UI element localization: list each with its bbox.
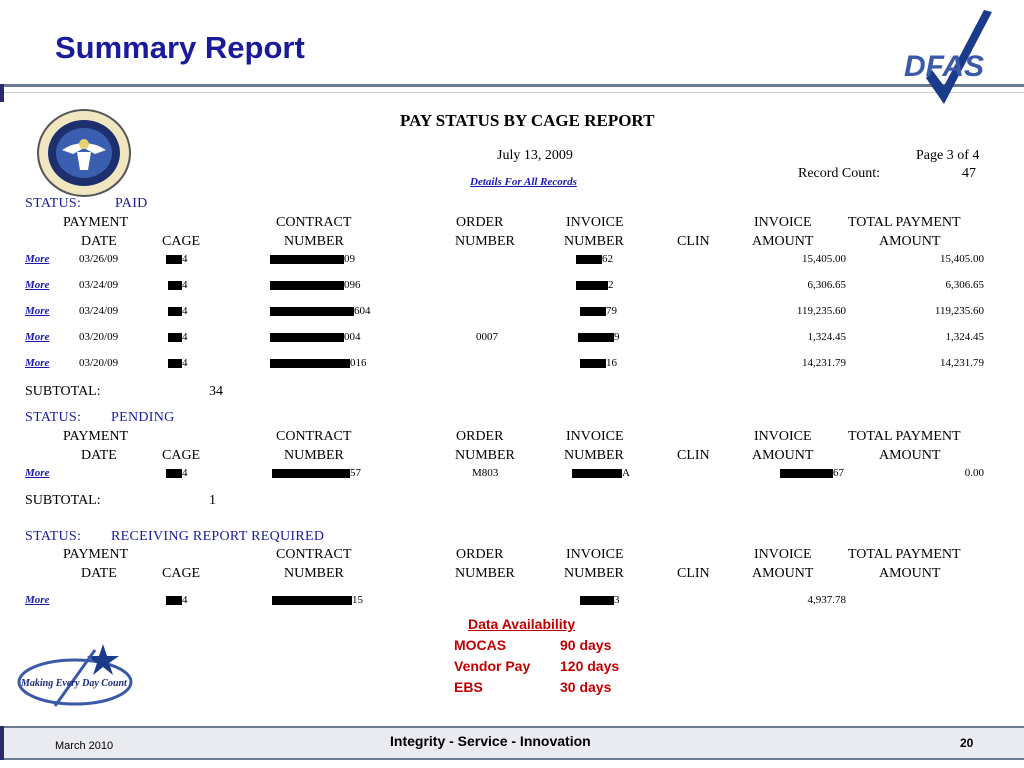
row-order: M803: [472, 467, 499, 479]
row-invoice-amount: 15,405.00: [802, 253, 846, 265]
redaction-bar: [272, 469, 350, 478]
more-link[interactable]: More: [25, 594, 50, 606]
col-invoice-number: NUMBER: [564, 234, 624, 249]
status-value: PENDING: [111, 410, 175, 425]
row-cage: 4: [182, 253, 188, 265]
subtotal-value: 34: [209, 384, 223, 399]
redaction-bar: [168, 281, 182, 290]
page-number: 20: [960, 736, 974, 750]
row-invoice: 79: [606, 305, 617, 317]
footer-date: March 2010: [55, 740, 114, 752]
col-contract-number: NUMBER: [284, 234, 344, 249]
row-contract: 15: [352, 594, 363, 606]
availability-days: 90 days: [560, 637, 612, 653]
col-total-payment: TOTAL PAYMENT: [848, 429, 961, 444]
status-label: STATUS:: [25, 196, 82, 211]
row-date: 03/20/09: [79, 357, 119, 369]
col-invoice-number: NUMBER: [564, 566, 624, 581]
col-total-payment: TOTAL PAYMENT: [848, 215, 961, 230]
status-value: RECEIVING REPORT REQUIRED: [111, 529, 325, 544]
row-total: 14,231.79: [940, 357, 984, 369]
redaction-bar: [572, 469, 622, 478]
availability-days: 120 days: [560, 658, 620, 674]
col-invoice: INVOICE: [566, 547, 624, 562]
footer-accent: [0, 726, 4, 760]
header-rule-thin: [0, 92, 1024, 93]
redaction-bar: [576, 255, 602, 264]
redaction-bar: [576, 281, 608, 290]
row-contract: 096: [344, 279, 361, 291]
col-invoice: INVOICE: [566, 215, 624, 230]
col-invoice2: INVOICE: [754, 547, 812, 562]
row-cage: 4: [182, 594, 188, 606]
col-cage: CAGE: [162, 234, 201, 249]
row-date: 03/24/09: [79, 279, 119, 291]
row-invoice: A: [622, 467, 630, 479]
availability-item: [454, 656, 620, 677]
footer-tagline: Integrity - Service - Innovation: [390, 733, 591, 749]
row-cage: 4: [182, 305, 188, 317]
col-total-payment: TOTAL PAYMENT: [848, 547, 961, 562]
row-cage: 4: [182, 331, 188, 343]
redaction-bar: [168, 333, 182, 342]
row-total: 1,324.45: [945, 331, 984, 343]
col-order-number: NUMBER: [455, 566, 515, 581]
availability-heading: Data Availability: [468, 616, 576, 632]
col-cage: CAGE: [162, 448, 201, 463]
row-contract: 604: [354, 305, 371, 317]
col-payment: PAYMENT: [63, 429, 129, 444]
col-date: DATE: [81, 566, 117, 581]
row-invoice: 16: [606, 357, 617, 369]
header-rule: [0, 84, 1024, 87]
record-count-label: Record Count:: [798, 166, 881, 181]
row-invoice-amount: 67: [833, 467, 844, 479]
redaction-bar: [580, 359, 606, 368]
col-payment: PAYMENT: [63, 215, 129, 230]
row-total: 15,405.00: [940, 253, 984, 265]
row-contract: 004: [344, 331, 361, 343]
redaction-bar: [270, 333, 344, 342]
row-invoice-amount: 6,306.65: [807, 279, 846, 291]
dfas-logo-text: DFAS: [904, 50, 985, 83]
status-label: STATUS:: [25, 410, 82, 425]
record-count-value: 47: [962, 166, 976, 181]
row-invoice-amount: 1,324.45: [807, 331, 846, 343]
row-total: 0.00: [964, 467, 984, 479]
row-date: 03/26/09: [79, 253, 119, 265]
more-link[interactable]: More: [25, 331, 50, 343]
col-total-amount: AMOUNT: [879, 234, 941, 249]
report-date: July 13, 2009: [497, 148, 573, 163]
redaction-bar: [272, 596, 352, 605]
row-invoice-amount: 4,937.78: [807, 594, 846, 606]
col-invoice: INVOICE: [566, 429, 624, 444]
dfas-logo: [900, 8, 992, 104]
col-date: DATE: [81, 234, 117, 249]
subtotal-label: SUBTOTAL:: [25, 384, 101, 399]
availability-days: 30 days: [560, 679, 612, 695]
availability-item: [454, 635, 612, 656]
row-cage: 4: [182, 467, 188, 479]
motto-text: Making Every Day Count: [21, 678, 127, 689]
col-invoice-amount: AMOUNT: [752, 448, 814, 463]
row-contract: 016: [350, 357, 367, 369]
redaction-bar: [580, 596, 614, 605]
row-date: 03/20/09: [79, 331, 119, 343]
redaction-bar: [166, 469, 182, 478]
col-order-number: NUMBER: [455, 234, 515, 249]
availability-system: MOCAS: [454, 637, 507, 653]
data-availability: [454, 614, 620, 698]
col-payment: PAYMENT: [63, 547, 129, 562]
row-cage: 4: [182, 357, 188, 369]
redaction-bar: [780, 469, 833, 478]
row-invoice: 3: [614, 594, 620, 606]
col-invoice2: INVOICE: [754, 429, 812, 444]
col-order-number: NUMBER: [455, 448, 515, 463]
col-contract: CONTRACT: [276, 547, 352, 562]
col-total-amount: AMOUNT: [879, 448, 941, 463]
redaction-bar: [270, 281, 344, 290]
row-invoice: 2: [608, 279, 614, 291]
row-contract: 57: [350, 467, 361, 479]
more-link[interactable]: More: [25, 305, 50, 317]
redaction-bar: [578, 333, 614, 342]
subtotal-label: SUBTOTAL:: [25, 493, 101, 508]
redaction-bar: [580, 307, 606, 316]
col-contract-number: NUMBER: [284, 566, 344, 581]
making-every-day-count-logo: [15, 640, 140, 712]
header-rule-accent: [0, 84, 4, 102]
col-invoice-amount: AMOUNT: [752, 566, 814, 581]
row-invoice: 62: [602, 253, 613, 265]
report-page: Page 3 of 4: [916, 148, 980, 163]
row-order: 0007: [476, 331, 498, 343]
row-invoice: 9: [614, 331, 620, 343]
row-invoice-amount: 14,231.79: [802, 357, 846, 369]
col-clin: CLIN: [677, 448, 710, 463]
row-contract: 09: [344, 253, 355, 265]
col-order: ORDER: [456, 429, 504, 444]
redaction-bar: [166, 255, 182, 264]
redaction-bar: [270, 255, 344, 264]
col-cage: CAGE: [162, 566, 201, 581]
availability-item: [454, 677, 612, 698]
more-link[interactable]: More: [25, 357, 50, 369]
status-value: PAID: [115, 196, 148, 211]
redaction-bar: [270, 359, 350, 368]
report-title: PAY STATUS BY CAGE REPORT: [400, 111, 655, 130]
col-invoice-amount: AMOUNT: [752, 234, 814, 249]
subtotal-value: 1: [209, 493, 216, 508]
col-total-amount: AMOUNT: [879, 566, 941, 581]
details-link[interactable]: Details For All Records: [470, 176, 577, 188]
col-order: ORDER: [456, 215, 504, 230]
availability-system: EBS: [454, 679, 483, 695]
col-contract-number: NUMBER: [284, 448, 344, 463]
col-date: DATE: [81, 448, 117, 463]
redaction-bar: [168, 307, 182, 316]
more-link[interactable]: More: [25, 279, 50, 291]
row-total: 6,306.65: [945, 279, 984, 291]
dod-seal-icon: [35, 108, 133, 198]
slide-title: Summary Report: [55, 30, 305, 65]
row-invoice-amount: 119,235.60: [796, 305, 846, 317]
col-invoice-number: NUMBER: [564, 448, 624, 463]
col-invoice2: INVOICE: [754, 215, 812, 230]
row-date: 03/24/09: [79, 305, 119, 317]
row-total: 119,235.60: [934, 305, 984, 317]
more-link[interactable]: More: [25, 467, 50, 479]
availability-system: Vendor Pay: [454, 658, 531, 674]
col-contract: CONTRACT: [276, 429, 352, 444]
col-clin: CLIN: [677, 566, 710, 581]
status-label: STATUS:: [25, 529, 82, 544]
col-clin: CLIN: [677, 234, 710, 249]
col-order: ORDER: [456, 547, 504, 562]
col-contract: CONTRACT: [276, 215, 352, 230]
redaction-bar: [168, 359, 182, 368]
row-cage: 4: [182, 279, 188, 291]
redaction-bar: [166, 596, 182, 605]
more-link[interactable]: More: [25, 253, 50, 265]
redaction-bar: [270, 307, 354, 316]
